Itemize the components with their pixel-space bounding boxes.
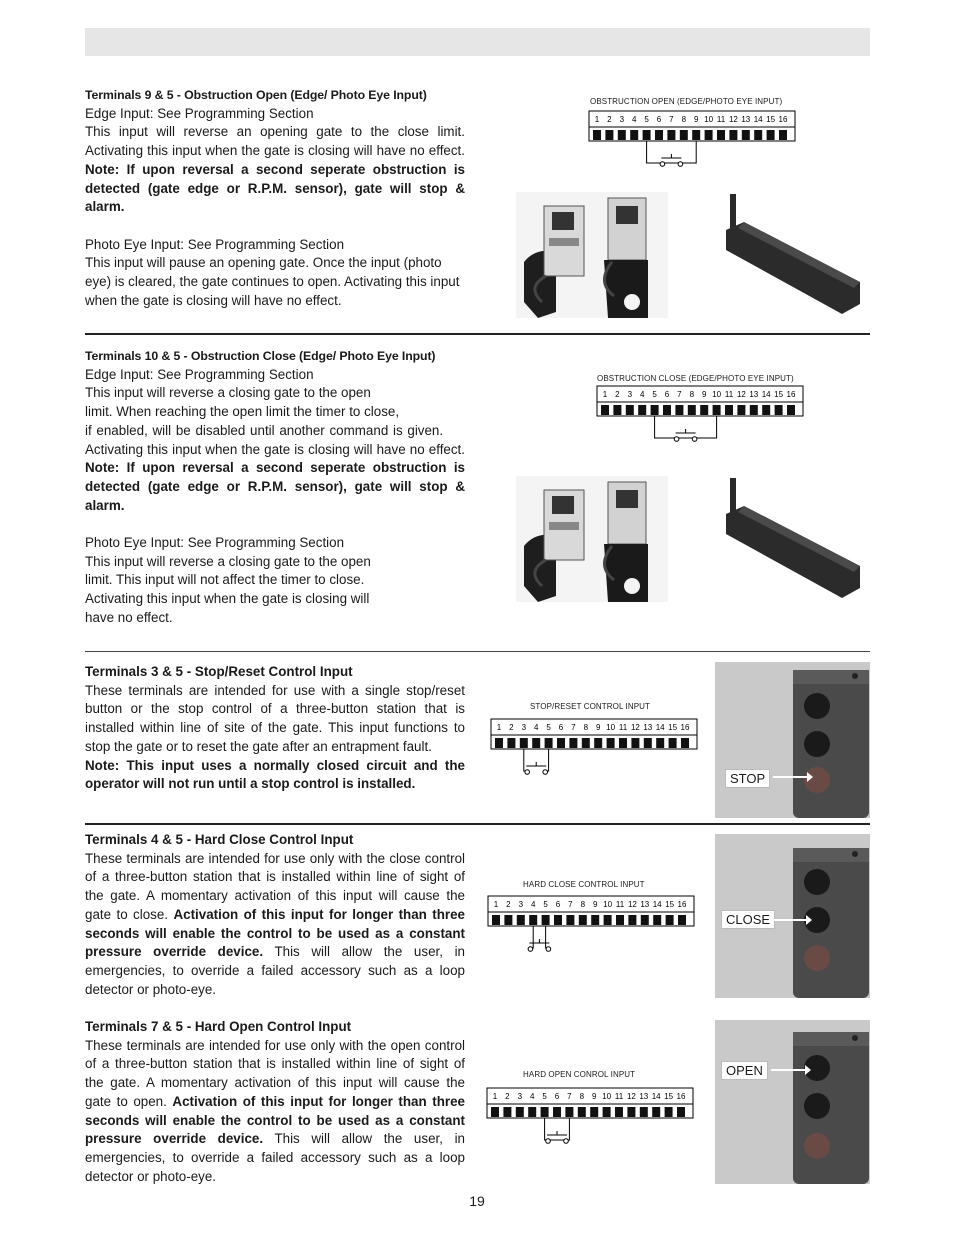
note-text: Note: If upon reversal a second seperate obstruction is detected (gate edge or R.P.M. sensor), gate will stop & alarm. bbox=[85, 161, 465, 215]
terminal-screw bbox=[613, 405, 621, 415]
terminal-screw bbox=[601, 405, 609, 415]
wire bbox=[546, 926, 549, 948]
wire bbox=[662, 141, 696, 163]
terminal-screw bbox=[553, 1107, 561, 1117]
gate-edge-image bbox=[722, 192, 864, 316]
diagram-label: STOP/RESET CONTROL INPUT bbox=[530, 702, 651, 711]
terminal-screw bbox=[651, 405, 659, 415]
terminal-number: 4 bbox=[631, 115, 637, 124]
terminal-screw bbox=[594, 738, 602, 748]
diagram-label: HARD CLOSE CONTROL INPUT bbox=[523, 880, 645, 889]
terminal-screw bbox=[503, 1107, 511, 1117]
terminal-number: 12 bbox=[728, 115, 738, 124]
terminal-number: 14 bbox=[761, 390, 771, 399]
wire bbox=[524, 749, 527, 771]
terminal-number: 7 bbox=[677, 390, 682, 399]
terminal-screw bbox=[504, 915, 512, 925]
terminal-screw bbox=[607, 738, 615, 748]
terminal-screw bbox=[557, 738, 565, 748]
bold-text: Activation of this input for longer than three seconds will enable the control to be used as a constant pressure override device. bbox=[85, 1093, 465, 1147]
terminal-screw bbox=[652, 1107, 660, 1117]
terminal-number: 4 bbox=[529, 1092, 535, 1101]
terminal-number: 10 bbox=[602, 1092, 612, 1101]
terminal-number: 11 bbox=[724, 390, 734, 399]
terminal-screw bbox=[655, 130, 663, 140]
terminal-number: 2 bbox=[509, 723, 514, 732]
terminal-screw bbox=[528, 1107, 536, 1117]
wire bbox=[545, 1118, 566, 1140]
section-hard-close-text bbox=[85, 831, 465, 999]
arrow-right-icon bbox=[771, 1063, 811, 1077]
photo-eye-text: This input will pause an opening gate. Once the input (photo eye) is cleared, the gate continues to open. Activating this input when the gate is closing will have no effect. bbox=[85, 255, 460, 308]
terminal-screw bbox=[729, 130, 737, 140]
terminal-screw bbox=[678, 915, 686, 925]
terminal-number: 5 bbox=[542, 1092, 547, 1101]
terminal-screw bbox=[681, 738, 689, 748]
terminal-number: 15 bbox=[766, 115, 776, 124]
terminal-number: 12 bbox=[626, 1092, 636, 1101]
photo-eye-heading: Photo Eye Input: See Programming Section bbox=[85, 236, 345, 252]
switch-contact bbox=[674, 437, 679, 442]
terminal-number: 15 bbox=[665, 900, 675, 909]
gate-edge-image bbox=[722, 476, 864, 600]
terminal-screw bbox=[692, 130, 700, 140]
terminal-number: 7 bbox=[571, 723, 576, 732]
terminal-number: 7 bbox=[568, 900, 573, 909]
terminal-screw bbox=[507, 738, 515, 748]
terminal-number: 3 bbox=[627, 390, 633, 399]
section-obstruction-close-text bbox=[85, 347, 465, 628]
terminal-number: 2 bbox=[505, 1092, 510, 1101]
terminal-number: 14 bbox=[651, 1092, 661, 1101]
terminal-number: 10 bbox=[704, 115, 714, 124]
body-text-after: This will allow the user, in emergencies, to override a failed accessory such as a loop detector or photo-eye. bbox=[85, 1131, 465, 1184]
terminal-screw bbox=[705, 130, 713, 140]
terminal-screw bbox=[517, 915, 525, 925]
terminal-number: 7 bbox=[567, 1092, 572, 1101]
terminal-screw bbox=[700, 405, 708, 415]
terminal-screw bbox=[688, 405, 696, 415]
terminal-screw bbox=[532, 738, 540, 748]
photo-eye-line: Activating this input when the gate is closing will bbox=[85, 591, 370, 607]
terminal-strip-diagram bbox=[588, 110, 798, 170]
terminal-number: 1 bbox=[594, 115, 600, 124]
note-text: Note: If upon reversal a second seperate obstruction is detected (gate edge or R.P.M. sensor), gate will stop & alarm. bbox=[85, 460, 465, 513]
terminal-number: 14 bbox=[753, 115, 763, 124]
switch-contact bbox=[692, 437, 697, 442]
terminal-screw bbox=[640, 1107, 648, 1117]
terminal-screw bbox=[717, 130, 725, 140]
terminal-screw bbox=[680, 130, 688, 140]
terminal-number: 8 bbox=[681, 115, 687, 124]
terminal-screw bbox=[627, 1107, 635, 1117]
terminal-number: 1 bbox=[496, 723, 502, 732]
wire bbox=[548, 1118, 569, 1140]
terminal-screw bbox=[591, 915, 599, 925]
terminal-screw bbox=[787, 405, 795, 415]
terminal-number: 11 bbox=[614, 1092, 624, 1101]
switch-contact bbox=[678, 162, 683, 167]
terminal-number: 10 bbox=[712, 390, 722, 399]
section-divider bbox=[85, 333, 870, 335]
terminal-number: 8 bbox=[583, 723, 589, 732]
edge-input-text: This input will reverse an opening gate to the close limit. Activating this input when the gate is closing will have no effect. bbox=[85, 124, 465, 159]
terminal-screw bbox=[541, 1107, 549, 1117]
photo-eye-line: limit. This input will not affect the timer to close. bbox=[85, 572, 365, 588]
terminal-screw bbox=[593, 130, 601, 140]
terminal-number: 3 bbox=[619, 115, 625, 124]
terminal-number: 3 bbox=[517, 1092, 523, 1101]
terminal-screw bbox=[529, 915, 537, 925]
terminal-number: 6 bbox=[656, 115, 662, 124]
terminal-screw bbox=[656, 738, 664, 748]
terminal-number: 9 bbox=[693, 115, 699, 124]
terminal-screw bbox=[578, 1107, 586, 1117]
terminal-screw bbox=[667, 130, 675, 140]
section-title: Terminals 7 & 5 - Hard Open Control Input bbox=[85, 1019, 352, 1034]
terminal-number: 1 bbox=[492, 1092, 498, 1101]
terminal-screw bbox=[669, 738, 677, 748]
switch-contact bbox=[660, 162, 665, 167]
terminal-screw bbox=[582, 738, 590, 748]
terminal-screw bbox=[779, 130, 787, 140]
terminal-strip-diagram bbox=[596, 385, 806, 445]
control-station-image bbox=[715, 662, 870, 818]
terminal-number: 2 bbox=[615, 390, 620, 399]
terminal-strip-diagram bbox=[487, 895, 697, 957]
diagram-label: OBSTRUCTION CLOSE (EDGE/PHOTO EYE INPUT) bbox=[597, 374, 794, 383]
section-title: Terminals 4 & 5 - Hard Close Control Input bbox=[85, 832, 354, 847]
section-stop-reset-text bbox=[85, 663, 465, 794]
terminal-number: 16 bbox=[677, 900, 687, 909]
terminal-screw bbox=[663, 405, 671, 415]
edge-input-text: Activating this input when the gate is closing will have no effect. bbox=[85, 441, 465, 457]
terminal-strip-diagram bbox=[486, 1087, 696, 1149]
terminal-number: 12 bbox=[630, 723, 640, 732]
terminal-screw bbox=[750, 405, 758, 415]
terminal-number: 12 bbox=[736, 390, 746, 399]
terminal-number: 4 bbox=[639, 390, 645, 399]
terminal-number: 8 bbox=[579, 1092, 585, 1101]
terminal-number: 9 bbox=[591, 1092, 597, 1101]
terminal-screw bbox=[628, 915, 636, 925]
terminal-number: 9 bbox=[701, 390, 707, 399]
terminal-number: 3 bbox=[518, 900, 524, 909]
page-number: 19 bbox=[469, 1193, 485, 1209]
terminal-number: 11 bbox=[716, 115, 726, 124]
terminal-number: 3 bbox=[521, 723, 527, 732]
edge-input-line: if enabled, will be disabled until another command is given. bbox=[85, 422, 444, 438]
switch-contact bbox=[564, 1139, 569, 1144]
terminal-screw bbox=[631, 738, 639, 748]
switch-contact bbox=[546, 947, 551, 952]
terminal-screw bbox=[644, 738, 652, 748]
body-text-after: This will allow the user, in emergencies, to override a failed accessory such as a loop detector or photo-eye. bbox=[85, 944, 465, 997]
terminal-number: 12 bbox=[627, 900, 637, 909]
terminal-screw bbox=[579, 915, 587, 925]
terminal-number: 6 bbox=[554, 1092, 560, 1101]
bold-text: Activation of this input for longer than three seconds will enable the control to be used as a constant pressure override device. bbox=[85, 906, 465, 960]
header-bar bbox=[85, 28, 870, 56]
close-label: CLOSE bbox=[721, 910, 775, 929]
terminal-number: 1 bbox=[493, 900, 499, 909]
terminal-screw bbox=[615, 1107, 623, 1117]
terminal-screw bbox=[737, 405, 745, 415]
terminal-number: 1 bbox=[602, 390, 608, 399]
stop-label: STOP bbox=[725, 769, 770, 788]
arrow-right-icon bbox=[774, 913, 812, 927]
terminal-number: 11 bbox=[618, 723, 628, 732]
terminal-screw bbox=[492, 915, 500, 925]
terminal-number: 4 bbox=[530, 900, 536, 909]
terminal-screw bbox=[566, 915, 574, 925]
edge-input-heading: Edge Input: See Programming Section bbox=[85, 366, 314, 382]
wire bbox=[655, 416, 695, 438]
terminal-screw bbox=[677, 1107, 685, 1117]
terminal-screw bbox=[675, 405, 683, 415]
terminal-screw bbox=[630, 130, 638, 140]
terminal-number: 16 bbox=[676, 1092, 686, 1101]
section-title: Terminals 9 & 5 - Obstruction Open (Edge/ Photo Eye Input) bbox=[85, 88, 427, 102]
switch-contact bbox=[546, 1139, 551, 1144]
terminal-screw bbox=[665, 1107, 673, 1117]
terminal-screw bbox=[590, 1107, 598, 1117]
terminal-screw bbox=[638, 405, 646, 415]
terminal-number: 8 bbox=[580, 900, 586, 909]
wire bbox=[677, 416, 717, 438]
photo-eye-line: have no effect. bbox=[85, 609, 173, 625]
photo-eye-image bbox=[516, 476, 668, 602]
terminal-number: 15 bbox=[774, 390, 784, 399]
terminal-screw bbox=[545, 738, 553, 748]
terminal-number: 13 bbox=[749, 390, 759, 399]
terminal-number: 14 bbox=[652, 900, 662, 909]
terminal-screw bbox=[554, 915, 562, 925]
diagram-label: OBSTRUCTION OPEN (EDGE/PHOTO EYE INPUT) bbox=[590, 97, 783, 106]
section-obstruction-open-text bbox=[85, 86, 465, 310]
terminal-number: 7 bbox=[669, 115, 674, 124]
terminal-screw bbox=[618, 130, 626, 140]
wire bbox=[545, 749, 548, 771]
terminal-number: 16 bbox=[786, 390, 796, 399]
terminal-number: 6 bbox=[664, 390, 670, 399]
terminal-number: 5 bbox=[652, 390, 657, 399]
terminal-number: 11 bbox=[615, 900, 625, 909]
body-text: These terminals are intended for use only with the close control of a three-button station that is installed within line of sight of the gate. A momentary activation of this input will cause the gate to close. bbox=[85, 850, 465, 922]
terminal-number: 15 bbox=[668, 723, 678, 732]
terminal-number: 15 bbox=[664, 1092, 674, 1101]
terminal-number: 10 bbox=[606, 723, 616, 732]
terminal-number: 16 bbox=[680, 723, 690, 732]
terminal-screw bbox=[605, 130, 613, 140]
section-divider bbox=[85, 823, 870, 825]
terminal-number: 13 bbox=[741, 115, 751, 124]
body-text: These terminals are intended for use only with the open control of a three-button station that is installed within line of sight of the gate. A momentary activation of this input will cause the gate to open. bbox=[85, 1037, 465, 1109]
terminal-screw bbox=[643, 130, 651, 140]
photo-eye-image bbox=[516, 192, 668, 318]
terminal-number: 13 bbox=[643, 723, 653, 732]
terminal-screw bbox=[767, 130, 775, 140]
terminal-screw bbox=[775, 405, 783, 415]
body-text: These terminals are intended for use with a single stop/reset button or the stop control of a three-button station that is installed within line of site of the gate. This input functions to stop the gate or to reset the gate after an entrapment fault. bbox=[85, 682, 465, 754]
switch-contact bbox=[525, 770, 530, 775]
terminal-number: 9 bbox=[595, 723, 601, 732]
note-text: Note: This input uses a normally closed circuit and the operator will not run until a stop control is installed. bbox=[85, 757, 465, 792]
terminal-number: 2 bbox=[506, 900, 511, 909]
control-station-image bbox=[715, 1020, 870, 1184]
terminal-number: 13 bbox=[640, 900, 650, 909]
photo-eye-line: This input will reverse a closing gate to the open bbox=[85, 553, 371, 569]
terminal-number: 6 bbox=[555, 900, 561, 909]
terminal-screw bbox=[641, 915, 649, 925]
terminal-strip-diagram bbox=[490, 718, 700, 780]
terminal-screw bbox=[520, 738, 528, 748]
terminal-number: 14 bbox=[655, 723, 665, 732]
section-title: Terminals 10 & 5 - Obstruction Close (Edge/ Photo Eye Input) bbox=[85, 349, 436, 363]
terminal-screw bbox=[725, 405, 733, 415]
section-divider bbox=[85, 651, 870, 652]
wire bbox=[530, 926, 533, 948]
terminal-screw bbox=[742, 130, 750, 140]
terminal-screw bbox=[666, 915, 674, 925]
terminal-screw bbox=[713, 405, 721, 415]
terminal-number: 13 bbox=[639, 1092, 649, 1101]
open-label: OPEN bbox=[721, 1061, 768, 1080]
terminal-number: 2 bbox=[607, 115, 612, 124]
terminal-screw bbox=[762, 405, 770, 415]
terminal-screw bbox=[653, 915, 661, 925]
wire bbox=[647, 141, 681, 163]
terminal-screw bbox=[619, 738, 627, 748]
terminal-number: 8 bbox=[689, 390, 695, 399]
terminal-screw bbox=[495, 738, 503, 748]
switch-contact bbox=[528, 947, 533, 952]
terminal-screw bbox=[754, 130, 762, 140]
terminal-number: 6 bbox=[558, 723, 564, 732]
terminal-number: 9 bbox=[592, 900, 598, 909]
arrow-right-icon bbox=[773, 770, 813, 784]
terminal-number: 16 bbox=[778, 115, 788, 124]
terminal-screw bbox=[491, 1107, 499, 1117]
terminal-number: 5 bbox=[543, 900, 548, 909]
terminal-number: 10 bbox=[603, 900, 613, 909]
terminal-screw bbox=[565, 1107, 573, 1117]
terminal-screw bbox=[542, 915, 550, 925]
section-hard-open-text bbox=[85, 1018, 465, 1186]
diagram-label: HARD OPEN CONROL INPUT bbox=[523, 1070, 636, 1079]
terminal-number: 4 bbox=[533, 723, 539, 732]
terminal-screw bbox=[616, 915, 624, 925]
terminal-screw bbox=[516, 1107, 524, 1117]
switch-contact bbox=[543, 770, 548, 775]
terminal-number: 5 bbox=[546, 723, 551, 732]
terminal-screw bbox=[569, 738, 577, 748]
section-title: Terminals 3 & 5 - Stop/Reset Control Input bbox=[85, 664, 353, 679]
terminal-screw bbox=[603, 1107, 611, 1117]
edge-input-line: limit. When reaching the open limit the timer to close, bbox=[85, 404, 400, 420]
terminal-screw bbox=[604, 915, 612, 925]
terminal-number: 5 bbox=[644, 115, 649, 124]
edge-input-line: This input will reverse a closing gate to the open bbox=[85, 385, 371, 401]
photo-eye-heading: Photo Eye Input: See Programming Section bbox=[85, 535, 345, 551]
terminal-screw bbox=[626, 405, 634, 415]
edge-input-heading: Edge Input: See Programming Section bbox=[85, 105, 314, 121]
